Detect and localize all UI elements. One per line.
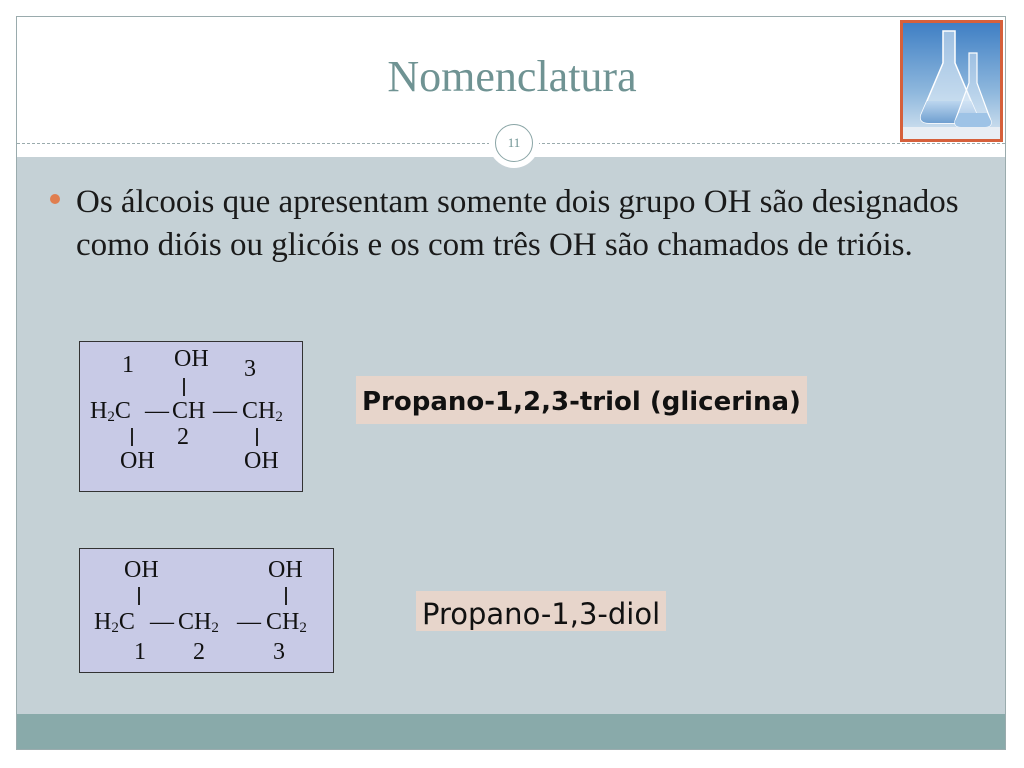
position-2: 2 (193, 639, 205, 665)
footer-band (17, 714, 1005, 749)
lab-flask-image (900, 20, 1003, 142)
position-3: 3 (244, 356, 256, 382)
oh-right: OH (268, 557, 303, 583)
bond-vertical (183, 378, 185, 396)
bullet-dot-icon (50, 194, 60, 204)
carbon-3: $CH_2$ (266, 609, 307, 636)
bullet-text: Os álcoois que apresentam somente dois grupo OH são designados como dióis ou glicóis e os com três OH são chamados de trióis. (76, 184, 959, 263)
oh-left: OH (120, 448, 155, 474)
bond-vertical (256, 428, 258, 446)
diol-structure (79, 548, 334, 673)
slide-number-badge (489, 118, 539, 168)
bond-1: — (150, 609, 174, 635)
diol-name: Propano-1,3-diol (416, 591, 666, 631)
carbon-1: $H_2C$ (90, 398, 131, 425)
carbon-3: $CH_2$ (242, 398, 283, 425)
oh-top: OH (174, 346, 209, 372)
bond-vertical (285, 587, 287, 605)
carbon-1: $H_2C$ (94, 609, 135, 636)
slide-number: 11 (495, 124, 533, 162)
bond-2: — (213, 398, 237, 424)
position-1: 1 (122, 352, 134, 378)
bond-1: — (145, 398, 169, 424)
bond-vertical (131, 428, 133, 446)
carbon-2: CH (172, 398, 206, 424)
bond-2: — (237, 609, 261, 635)
oh-left: OH (124, 557, 159, 583)
position-3: 3 (273, 639, 285, 665)
position-1: 1 (134, 639, 146, 665)
slide-title: Nomenclatura (387, 52, 637, 101)
bond-vertical (138, 587, 140, 605)
position-2: 2 (177, 424, 189, 450)
oh-right: OH (244, 448, 279, 474)
flask-photo-icon (903, 23, 1000, 139)
triol-structure (79, 341, 303, 492)
triol-name: Propano-1,2,3-triol (glicerina) (356, 376, 807, 424)
carbon-2: $CH_2$ (178, 609, 219, 636)
